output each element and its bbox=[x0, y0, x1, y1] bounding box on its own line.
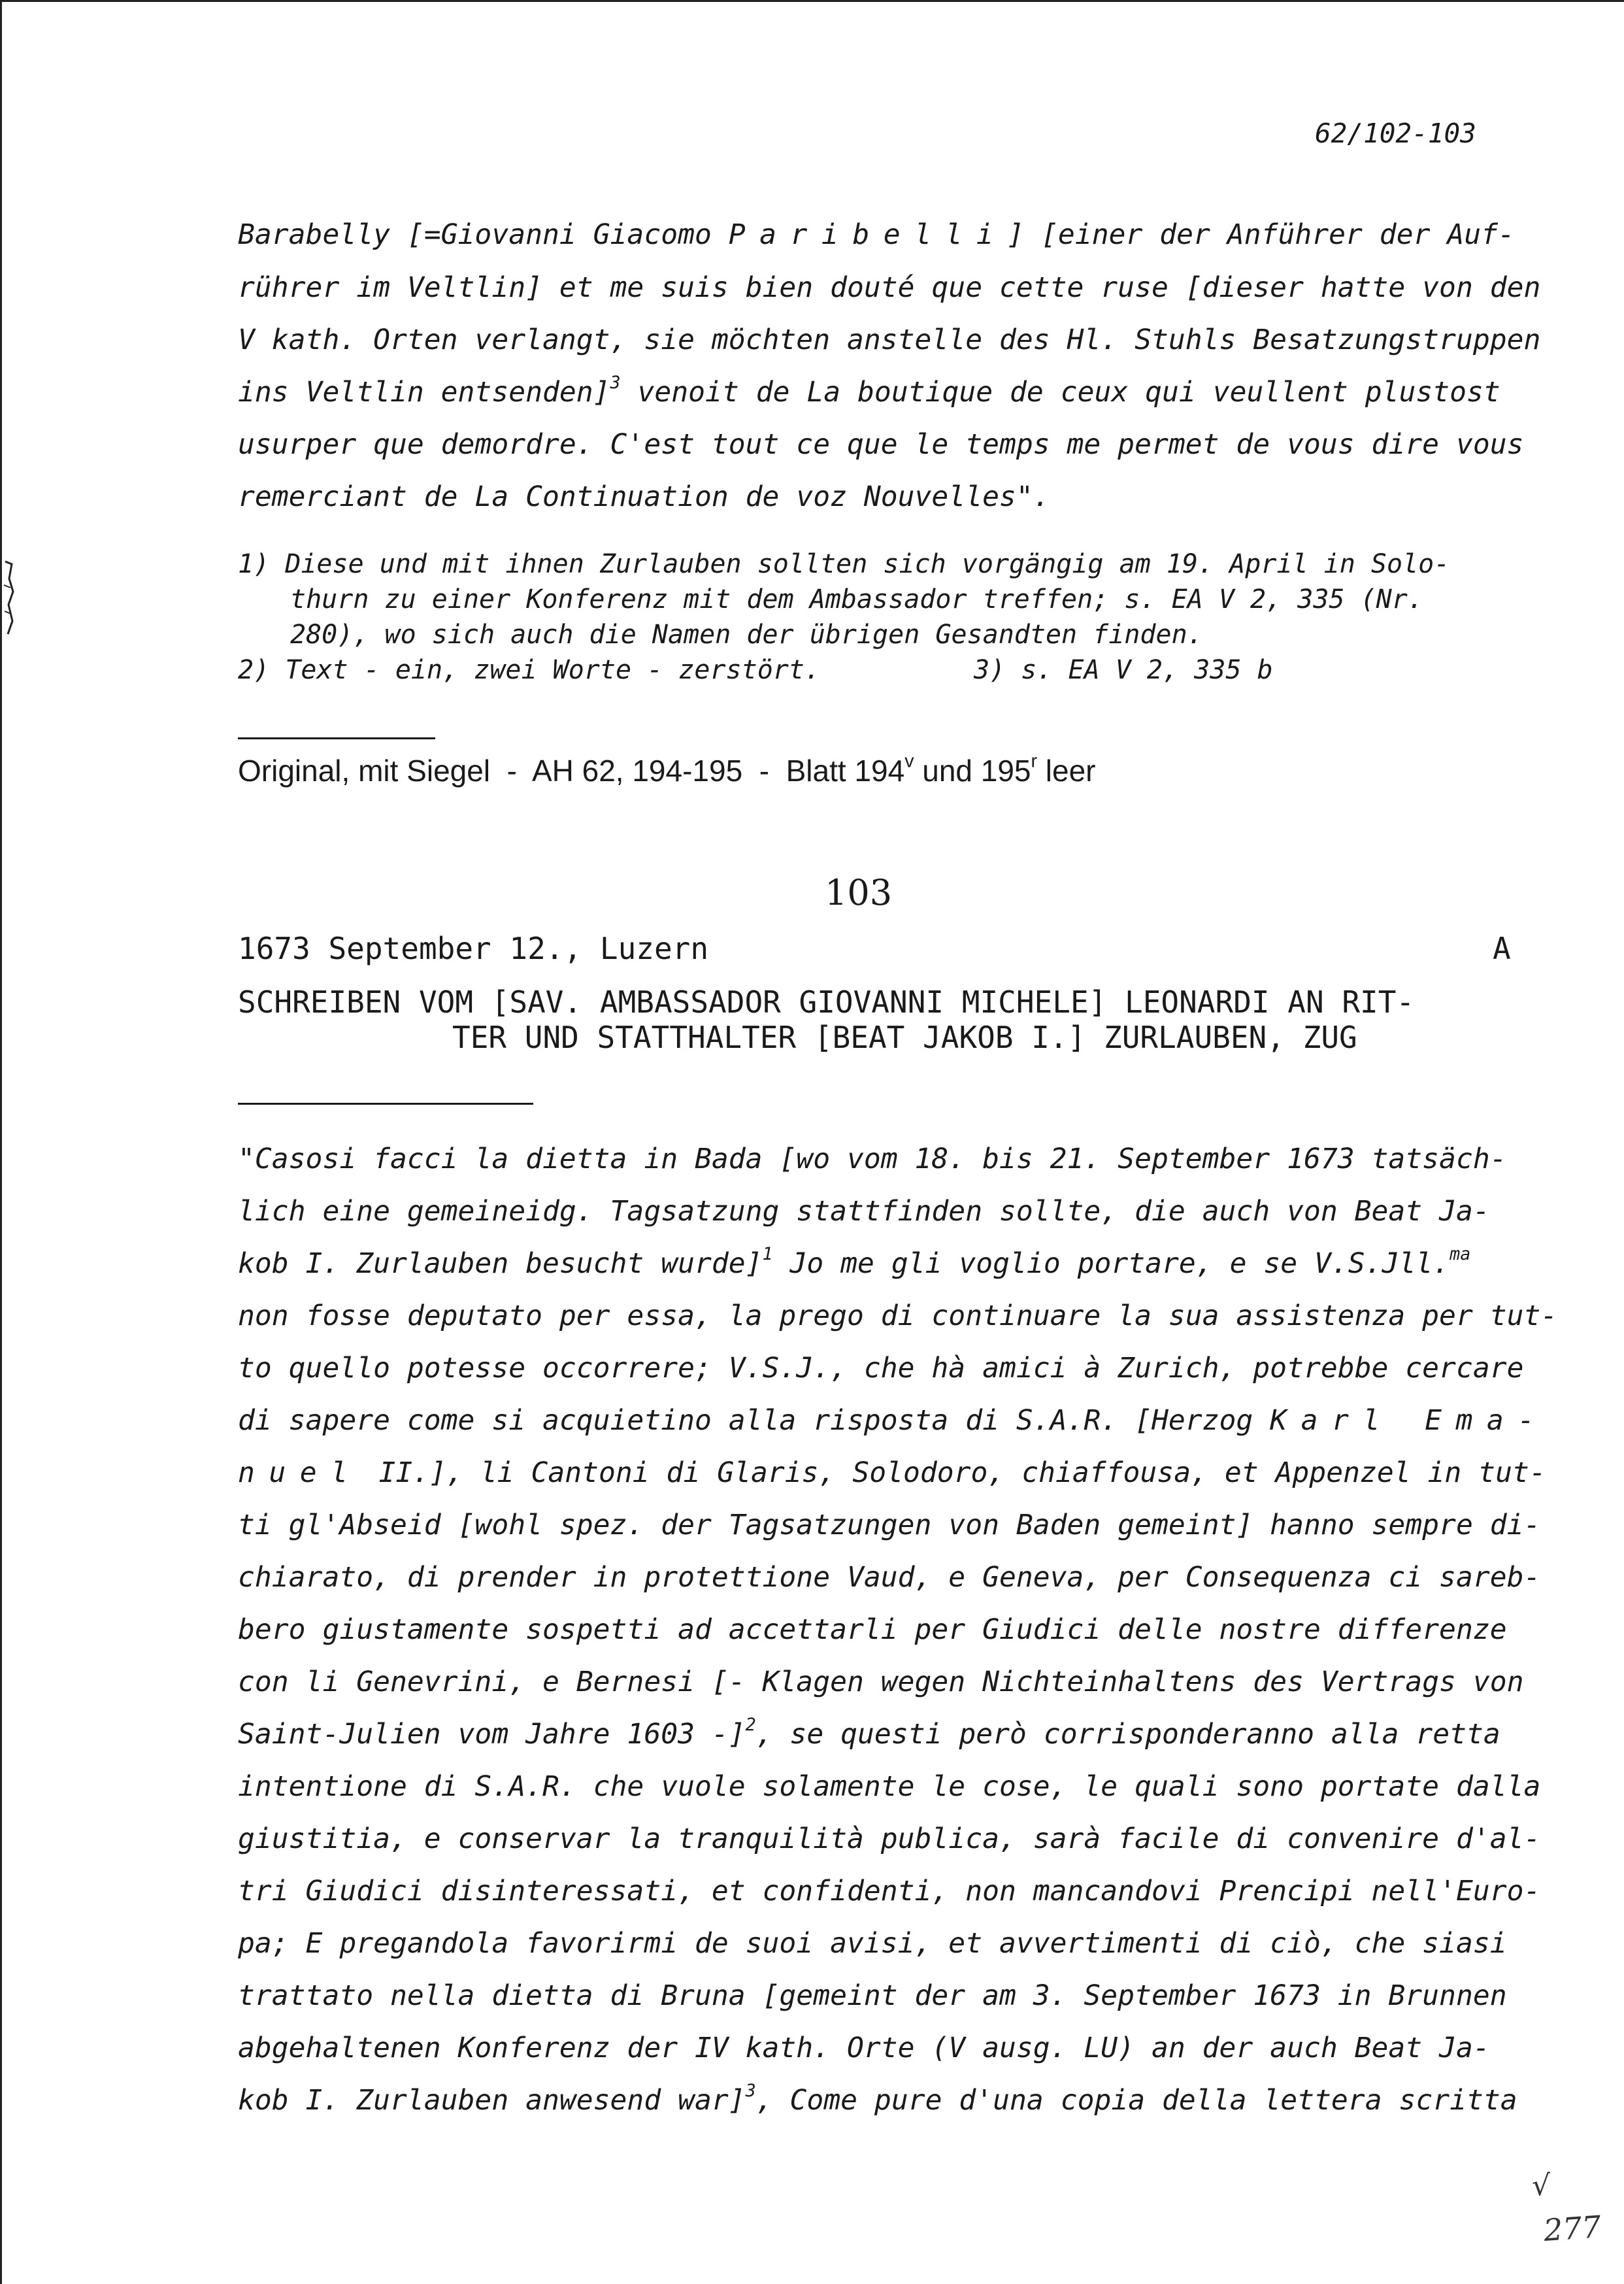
footnote-1: 1) Diese und mit ihnen Zurlauben sollten sich vorgängig am 19. April in Solo- bbox=[238, 549, 1450, 579]
binding-stain-mark bbox=[3, 559, 17, 637]
separator-rule bbox=[238, 1103, 533, 1105]
handwritten-folio-number: 277 bbox=[1542, 2209, 1602, 2248]
text-line: usurper que demordre. C'est tout ce que le temps me permet de vous dire vous bbox=[238, 428, 1524, 461]
text-line: V kath. Orten verlangt, sie möchten anstelle des Hl. Stuhls Besatzungstruppen bbox=[238, 324, 1541, 356]
source-note: Original, mit Siegel - AH 62, 194-195 - Blatt 194$^v$ und 195$^r$ leer bbox=[238, 750, 1096, 788]
text-line: nuel II.], li Cantoni di Glaris, Solodoro, chiaffousa, et Appenzel in tut- bbox=[238, 1456, 1546, 1489]
text-line: trattato nella dietta di Bruna [gemeint der am 3. September 1673 in Brunnen bbox=[238, 1979, 1507, 2012]
letter-number: 103 bbox=[825, 872, 893, 913]
letter-date-place: 1673 September 12., Luzern bbox=[238, 931, 709, 966]
text-line: di sapere come si acquietino alla risposta di S.A.R. [Herzog Karl Ema- bbox=[238, 1404, 1549, 1437]
footnote-ref: 3 bbox=[745, 2081, 756, 2102]
scan-border-top bbox=[0, 0, 1624, 2]
text-line: rührer im Veltlin] et me suis bien douté que cette ruse [dieser hatte von den bbox=[238, 271, 1541, 304]
letter-category: A bbox=[1493, 931, 1511, 966]
text-line: kob I. Zurlauben besucht wurde]$^1$ Jo me gli voglio portare, e se V.S.Jll.$^{ma}$ bbox=[238, 1244, 1471, 1280]
text-line: con li Genevrini, e Bernesi [- Klagen wegen Nichteinhaltens des Vertrags von bbox=[238, 1666, 1524, 1698]
footnote-ref: 2 bbox=[745, 1715, 756, 1736]
text-line: to quello potesse occorrere; V.S.J., che hà amici à Zurich, potrebbe cercare bbox=[238, 1352, 1524, 1385]
text-line: chiarato, di prender in protettione Vaud, e Geneva, per Consequenza ci sareb- bbox=[238, 1561, 1541, 1594]
text-line: intentione di S.A.R. che vuole solamente le cose, le quali sono portate dalla bbox=[238, 1770, 1541, 1803]
text-line: pa; E pregandola favorirmi de suoi avisi, et avvertimenti di ciò, che siasi bbox=[238, 1927, 1507, 1960]
person-name-spaced: nuel bbox=[238, 1456, 362, 1489]
footnote-ref: 1 bbox=[762, 1244, 773, 1265]
text-line: abgehaltenen Konferenz der IV kath. Orte (V ausg. LU) an der auch Beat Ja- bbox=[238, 2032, 1490, 2064]
footnote-1-cont: thurn zu einer Konferenz mit dem Ambassador treffen; s. EA V 2, 335 (Nr. bbox=[290, 584, 1423, 614]
text-line: kob I. Zurlauben anwesend war]$^3$, Come pure d'una copia della lettera scritta bbox=[238, 2081, 1517, 2117]
text-line: non fosse deputato per essa, la prego di continuare la sua assistenza per tut- bbox=[238, 1300, 1558, 1332]
page-reference: 62/102-103 bbox=[1315, 118, 1476, 149]
text-line: giustitia, e conservar la tranquilità publica, sarà facile di convenire d'al- bbox=[238, 1822, 1541, 1855]
text-line: Saint-Julien vom Jahre 1603 -]$^2$, se questi però corrisponderanno alla retta bbox=[238, 1715, 1500, 1751]
text-line: lich eine gemeineidg. Tagsatzung stattfinden sollte, die auch von Beat Ja- bbox=[238, 1195, 1490, 1228]
person-name-spaced: Karl Ema- bbox=[1270, 1404, 1549, 1437]
handwritten-check-mark: √ bbox=[1532, 2169, 1551, 2202]
letter-title: SCHREIBEN VOM [SAV. AMBASSADOR GIOVANNI MICHELE] LEONARDI AN RIT- bbox=[238, 984, 1415, 1020]
text-line: ins Veltlin entsenden]$^3$ venoit de La boutique de ceux qui veullent plustost bbox=[238, 373, 1500, 409]
footnote-ref: 3 bbox=[610, 373, 621, 394]
person-name-spaced: Paribelli bbox=[728, 218, 1008, 251]
scan-border-left bbox=[0, 0, 2, 2284]
text-line: ti gl'Abseid [wohl spez. der Tagsatzungen von Baden gemeint] hanno sempre di- bbox=[238, 1509, 1541, 1541]
footnote-2: 2) Text - ein, zwei Worte - zerstört. bbox=[238, 655, 821, 685]
superscript-abbrev: ma bbox=[1450, 1244, 1471, 1265]
text-line: tri Giudici disinteressati, et confidenti, non mancandovi Prencipi nell'Euro- bbox=[238, 1875, 1541, 1907]
separator-rule bbox=[238, 737, 435, 739]
footnote-3: 3) s. EA V 2, 335 b bbox=[974, 655, 1273, 685]
text-line: bero giustamente sospetti ad accettarli per Giudici delle nostre differenze bbox=[238, 1613, 1507, 1646]
text-line: Barabelly [=Giovanni Giacomo Paribelli] [einer der Anführer der Auf- bbox=[238, 218, 1515, 251]
letter-title-cont: TER UND STATTHALTER [BEAT JAKOB I.] ZURLAUBEN, ZUG bbox=[452, 1020, 1357, 1055]
text-line: "Casosi facci la dietta in Bada [wo vom 18. bis 21. September 1673 tatsäch- bbox=[238, 1143, 1507, 1175]
footnote-1-cont: 280), wo sich auch die Namen der übrigen Gesandten finden. bbox=[290, 620, 1203, 650]
text-line: remerciant de La Continuation de voz Nouvelles". bbox=[238, 480, 1050, 513]
